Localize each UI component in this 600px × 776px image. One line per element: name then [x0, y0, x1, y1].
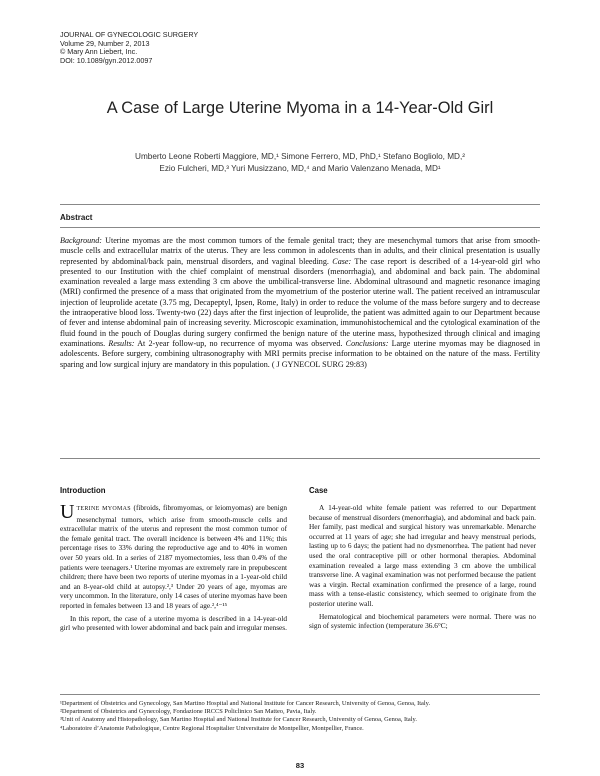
introduction-section	[60, 486, 287, 636]
dropcap-letter: U	[60, 501, 75, 523]
introduction-text-1: (fibroids, fibromyomas, or leiomyomas) are benign mesenchymal tumors, which arise from smooth-muscle cells and extracellular matrix of the uterus and represent the most common tumor of the female genital tract. The overall incidence is between 4% and 11%; this percentage rises to 33% during the reproductive age and to 40% in women over 50 years old. In a series of 2187 myomectomies, less than 0.4% of the patients were teenagers.¹ Uterine myomas are extremely rare in prepubescent children; there have been two reports of uterine myomas in a 1-year-old child and an 8-year-old child at autopsy.²,³ Under 20 years of age, myomas are very uncommon. In the literature, only 14 cases of uterine myomas have been reported in females between 13 and 18 years of age.²,⁴⁻¹⁵	[60, 503, 287, 610]
abstract-background-text: Uterine myomas are the most common tumors of the female genital tract; they are mesenchymal tumors that arise from smooth-muscle cells and extracellular matrix of the uterus. They are less common in adolescents than in adults, and their clinical presentation is usually represented by abdominal/back pain, menstrual disorders, and vaginal bleeding.	[60, 236, 541, 266]
abstract-results-label: Results:	[108, 338, 135, 348]
journal-doi: DOI: 10.1089/gyn.2012.0097	[60, 55, 153, 65]
footnote-divider	[60, 694, 540, 695]
footnote-1: ¹Department of Obstetrics and Gynecology, San Martino Hospital and National Institute for Cancer Research, University of Genoa, Genoa, Italy.	[60, 700, 431, 707]
divider-top	[60, 204, 540, 205]
affiliation-footnotes	[60, 700, 540, 733]
journal-copyright: © Mary Ann Liebert, Inc.	[60, 47, 138, 57]
lead-smallcaps: TERINE MYOMAS	[76, 506, 131, 512]
footnote-4: ⁴Laboratoire d’Anatomie Pathologique, Centre Regional Hospitalier Universitaire de Montpellier, Montpellier, France.	[60, 724, 364, 732]
abstract-results-text: At 2-year follow-up, no recurrence of myoma was observed.	[137, 338, 343, 348]
footnote-2: ²Department of Obstetrics and Gynecology, Fondazione IRCCS Policlinico San Matteo, Pavia, Italy.	[60, 708, 317, 716]
abstract-background-label: Background:	[60, 236, 102, 245]
author-line-2: Ezio Fulcheri, MD,³ Yuri Musizzano, MD,⁴ and Mario Valenzano Menada, MD¹	[159, 163, 441, 173]
abstract-conclusions-text: Large uterine myomas may be diagnosed in adolescents. Before surgery, combining ultrasonography with MRI permits precise information to be obtained on the nature of the mass. Fertility sparing and low surgical injury are mandatory in this population. ( J GYNECOL SURG 29:83)	[60, 338, 540, 369]
introduction-paragraph-2: In this report, the case of a uterine myoma is described in a 14-year-old girl who presented with lower abdominal and back pain and irregular menses.	[60, 613, 287, 633]
journal-header	[60, 31, 198, 65]
abstract-case-label: Case:	[332, 256, 352, 266]
introduction-heading: Introduction	[60, 486, 106, 495]
journal-name: JOURNAL OF GYNECOLOGIC SURGERY	[60, 30, 199, 39]
article-title: A Case of Large Uterine Myoma in a 14-Year-Old Girl	[106, 99, 494, 117]
divider-bottom	[60, 458, 540, 459]
journal-volume: Volume 29, Number 2, 2013	[60, 38, 150, 48]
abstract-conclusions-label: Conclusions:	[345, 338, 389, 348]
case-paragraph-2: Hematological and biochemical parameters were normal. There was no sign of systemic infection (temperature 36.6°C;	[309, 611, 536, 631]
footnote-3: ³Unit of Anatomy and Histopathology, San Martino Hospital and National Institute for Cancer Research, University of Genoa, Genoa, Italy.	[60, 716, 417, 724]
abstract-case-text: The case report is described of a 14-year-old girl who presented to our Institution with the chief complaint of menstrual disorders (menorrhagia), and abdominal and back pain. The abdominal examination revealed a large mass extending 3 cm above the umbilical-transverse line. Abdominal ultrasound and magnetic resonance imaging (MRI) confirmed the presence of a mass that originated from the myometrium of the posterior uterine wall. The patient received an intramuscular injection of leuprolide acetate (3.75 mg, Decapeptyl, Ipsen, Rome, Italy) in order to reduce the volume of the mass before surgery and to decrease the intraoperative blood loss. Twenty-two (22) days after the first injection of leuprolide, the patient was admitted again to our Department because of fever and intense abdominal pain of increasing severity. Microscopic examination, immunohistochemical and the cytological examination of the fluid found in the pouch of Douglas during surgery confirmed the benign nature of the uterine mass, hypothesized through clinical and imaging examinations.	[60, 256, 540, 348]
case-heading: Case	[309, 486, 328, 495]
case-paragraph-1: A 14-year-old white female patient was referred to our Department because of menstrual disorders (menorrhagia), and abdominal and back pain. Her family, past medical and surgical history was unremarkable. Menarche occurred at 11 years of age; she had irregular and heavy menstrual periods, lasting up to 6 days; the patient had no dysmenorrhea. The patient had never used the oral contraceptive pill or other hormonal therapies. Abdominal examination revealed a large mass extending 3 cm above the umbilical transverse line. A vaginal examination was not performed because the patient was a virgin. Rectal examination confirmed the presence of a large, round mass with a tense-elastic consistency, which seemed to originate from the posterior uterine wall.	[309, 503, 536, 608]
abstract-heading: Abstract	[60, 213, 93, 222]
abstract-body	[60, 236, 540, 370]
case-section	[309, 486, 536, 634]
divider-abstract	[60, 227, 540, 228]
author-line-1: Umberto Leone Roberti Maggiore, MD,¹ Simone Ferrero, MD, PhD,¹ Stefano Bogliolo, MD,²	[135, 152, 465, 161]
author-list	[60, 151, 540, 174]
introduction-paragraph-1	[60, 503, 287, 611]
page-number: 83	[295, 761, 305, 770]
